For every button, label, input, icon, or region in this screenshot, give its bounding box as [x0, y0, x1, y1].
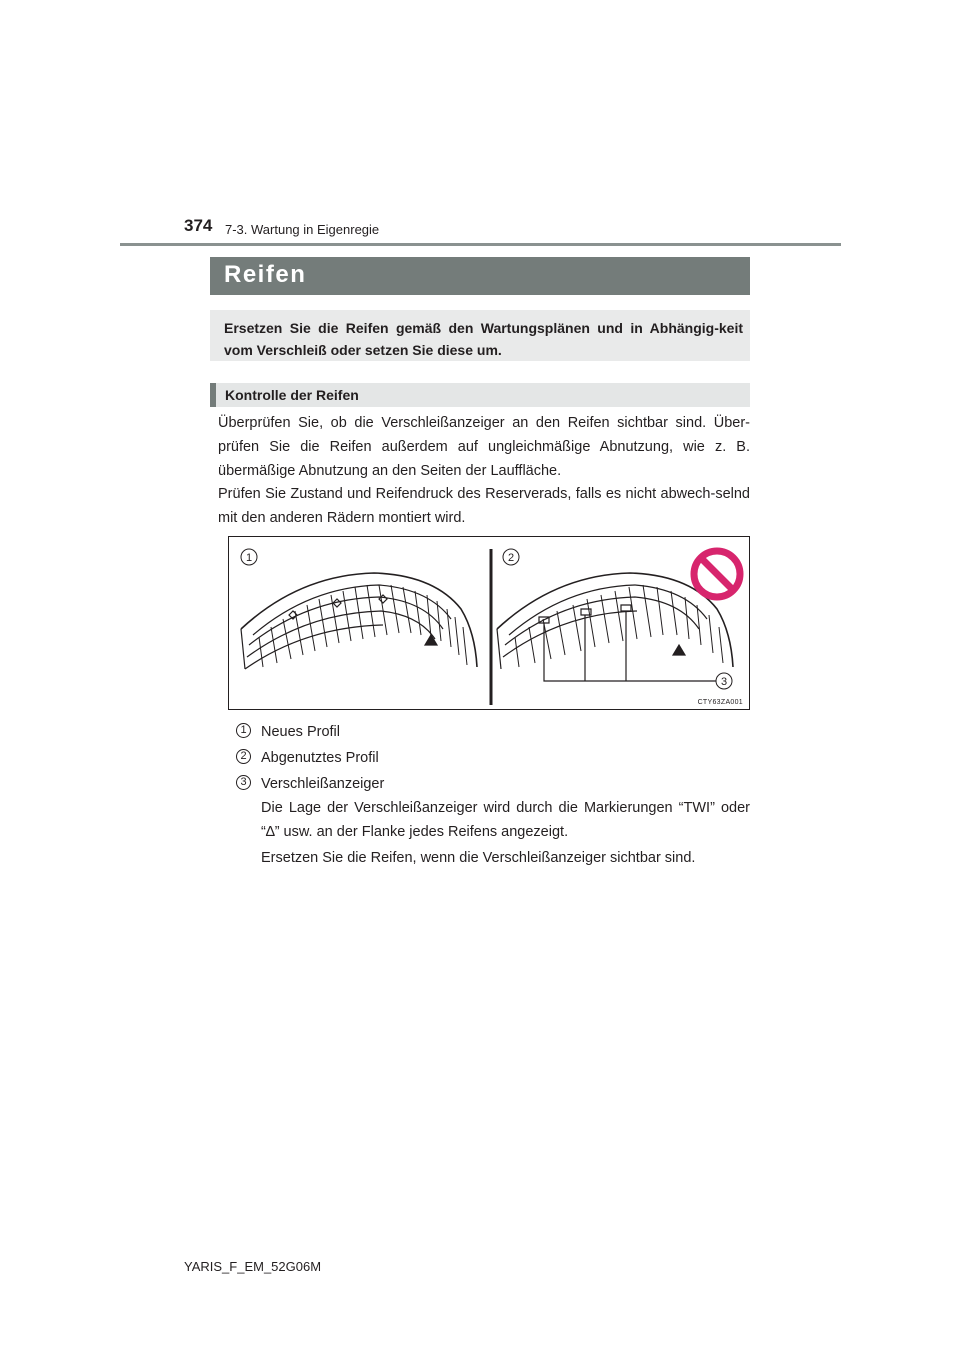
figure-callout-1 — [241, 549, 257, 565]
new-tread-tire — [241, 573, 477, 669]
legend-number-3: 3 — [236, 775, 251, 790]
figure-code: CTY63ZA001 — [697, 699, 743, 706]
footer-code: YARIS_F_EM_52G06M — [184, 1259, 322, 1274]
legend-label-3: Verschleißanzeiger — [261, 776, 385, 792]
subheading — [210, 383, 750, 407]
prohibition-icon — [694, 551, 740, 597]
tire-figure — [228, 536, 750, 710]
header-rule — [120, 243, 841, 246]
paragraph: Prüfen Sie Zustand und Reifendruck des Reserverads, falls es nicht abwech-selnd mit den anderen Rädern montiert wird. — [218, 486, 750, 526]
svg-text:3: 3 — [720, 676, 728, 688]
legend-label-2: Abgenutztes Profil — [261, 750, 379, 766]
legend-label-1: Neues Profil — [261, 724, 340, 740]
figure-callout-2 — [503, 549, 519, 565]
subheading-accent — [210, 383, 216, 407]
indicator-note: Die Lage der Verschleißanzeiger wird durch die Markierungen “TWI” oder “∆” usw. an der Flanke jedes Reifens angezeigt. — [261, 800, 750, 840]
page-title: Reifen — [224, 261, 307, 288]
title-bar — [210, 257, 750, 295]
legend-number-1: 1 — [236, 723, 251, 738]
section-reference: 7-3. Wartung in Eigenregie — [225, 222, 380, 237]
figure-callout-3 — [716, 673, 732, 689]
page-number: 374 — [184, 216, 213, 235]
subheading-text: Kontrolle der Reifen — [225, 387, 359, 403]
svg-text:2: 2 — [507, 552, 515, 564]
tire-illustration — [229, 537, 749, 709]
svg-text:1: 1 — [245, 552, 253, 564]
paragraph: Überprüfen Sie, ob die Verschleißanzeiger an den Reifen sichtbar sind. Über-prüfen Sie die Reifen außerdem auf ungleichmäßige Abnutzung, wie z. B. übermäßige Abnutzung an den Seiten der Lauffläche. — [218, 415, 750, 479]
indicator-note: Ersetzen Sie die Reifen, wenn die Verschleißanzeiger sichtbar sind. — [261, 850, 696, 866]
legend-number-2: 2 — [236, 749, 251, 764]
summary-box — [210, 310, 750, 361]
summary-text: Ersetzen Sie die Reifen gemäß den Wartungsplänen und in Abhängig-keit vom Verschleiß oder setzen Sie diese um. — [224, 320, 743, 358]
